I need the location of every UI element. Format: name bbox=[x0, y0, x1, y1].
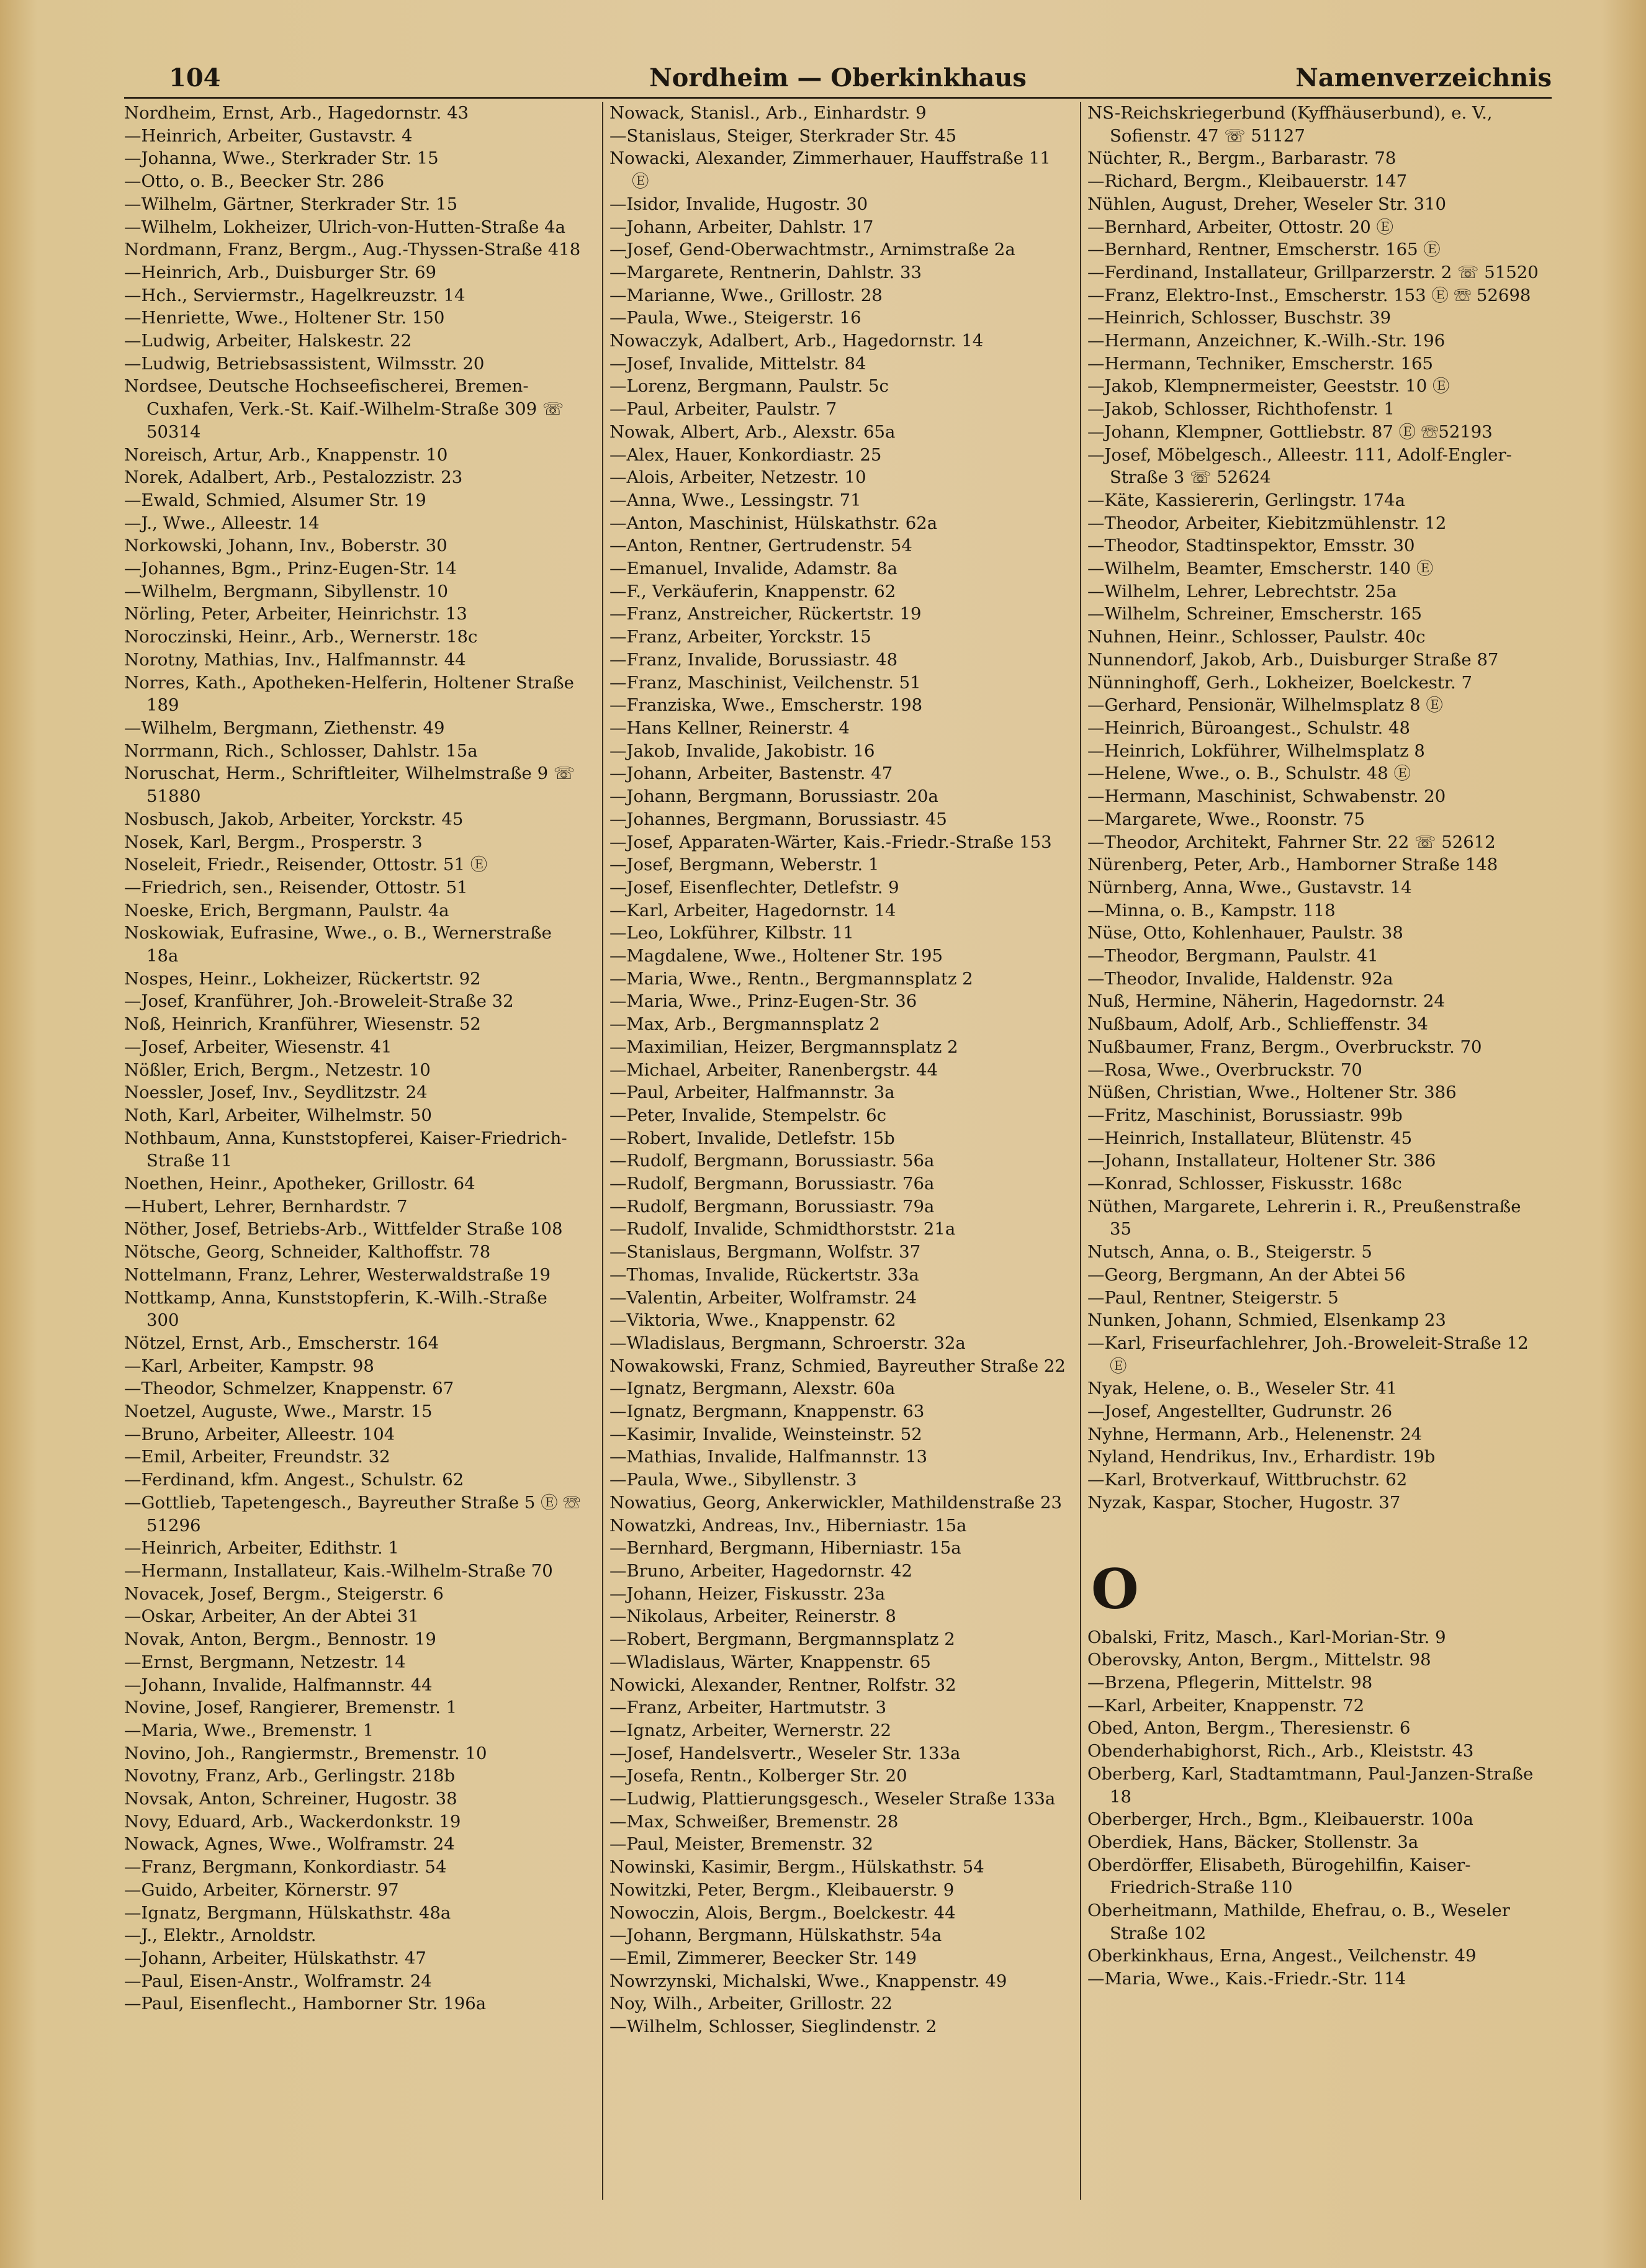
directory-entry: —Josef, Handelsvertr., Weseler Str. 133a bbox=[609, 1743, 961, 1763]
directory-entry: Nötzel, Ernst, Arb., Emscherstr. 164 bbox=[124, 1333, 439, 1353]
directory-entry: —Anton, Rentner, Gertrudenstr. 54 bbox=[609, 536, 912, 556]
directory-entry: Nowakowski, Franz, Schmied, Bayreuther Straße 22 bbox=[609, 1356, 1066, 1376]
directory-entry: Obed, Anton, Bergm., Theresienstr. 6 bbox=[1087, 1718, 1411, 1739]
directory-entry: Novine, Josef, Rangierer, Bremenstr. 1 bbox=[124, 1698, 457, 1718]
directory-entry: —Ludwig, Arbeiter, Halskestr. 22 bbox=[124, 331, 412, 351]
directory-entry: —Anton, Maschinist, Hülskathstr. 62a bbox=[609, 513, 938, 533]
directory-entry: Nyhne, Hermann, Arb., Helenenstr. 24 bbox=[1087, 1424, 1423, 1444]
directory-entry: —Paul, Arbeiter, Paulstr. 7 bbox=[609, 399, 837, 420]
directory-entry: —Josefa, Rentn., Kolberger Str. 20 bbox=[609, 1766, 907, 1786]
directory-entry: —Johann, Arbeiter, Hülskathstr. 47 bbox=[124, 1948, 426, 1968]
directory-entry: —Paula, Wwe., Sibyllenstr. 3 bbox=[609, 1470, 857, 1490]
directory-entry: Oberberg, Karl, Stadtamtmann, Paul-Janzen-Straße 18 bbox=[1087, 1763, 1534, 1807]
directory-entry: —Jakob, Schlosser, Richthofenstr. 1 bbox=[1087, 399, 1395, 420]
directory-entry: Novsak, Anton, Schreiner, Hugostr. 38 bbox=[124, 1789, 457, 1809]
directory-entry: —Emil, Arbeiter, Freundstr. 32 bbox=[124, 1447, 390, 1467]
directory-entry: —Johann, Heizer, Fiskusstr. 23a bbox=[609, 1583, 886, 1604]
directory-entry: —Josef, Möbelgesch., Alleestr. 111, Adolf-Engler-Straße 3 ☏ 52624 bbox=[1087, 444, 1512, 488]
directory-entry: —Mathias, Invalide, Halfmannstr. 13 bbox=[609, 1447, 928, 1467]
directory-entry: Nowrzynski, Michalski, Wwe., Knappenstr. 49 bbox=[609, 1971, 1007, 1991]
directory-entry: —Karl, Friseurfachlehrer, Joh.-Broweleit-Straße 12 Ⓔ bbox=[1087, 1333, 1529, 1376]
directory-entry: Nühlen, August, Dreher, Weseler Str. 310 bbox=[1087, 194, 1446, 214]
directory-entry: Nowacki, Alexander, Zimmerhauer, Hauffstraße 11 Ⓔ bbox=[609, 148, 1051, 192]
directory-entry: —Karl, Arbeiter, Kampstr. 98 bbox=[124, 1356, 374, 1376]
directory-entry: Nordsee, Deutsche Hochseefischerei, Bremen-Cuxhafen, Verk.-St. Kaif.-Wilhelm-Straße 309 ☏ 50314 bbox=[124, 376, 564, 442]
section-name: Namenverzeichnis bbox=[1295, 63, 1552, 92]
directory-entry: —Stanislaus, Steiger, Sterkrader Str. 45 bbox=[609, 125, 957, 146]
directory-entry: NS-Reichskriegerbund (Kyffhäuserbund), e. V., Sofienstr. 47 ☏ 51127 bbox=[1087, 103, 1493, 146]
directory-entry: Nowoczin, Alois, Bergm., Boelckestr. 44 bbox=[609, 1902, 956, 1923]
directory-entry: Nottelmann, Franz, Lehrer, Westerwaldstraße 19 bbox=[124, 1264, 551, 1285]
directory-entry: —Johann, Invalide, Halfmannstr. 44 bbox=[124, 1675, 433, 1695]
directory-entry: —Maria, Wwe., Prinz-Eugen-Str. 36 bbox=[609, 991, 917, 1012]
directory-entry: —Karl, Arbeiter, Knappenstr. 72 bbox=[1087, 1695, 1365, 1716]
directory-entry: —Johann, Klempner, Gottliebstr. 87 Ⓔ ☏52193 bbox=[1087, 421, 1493, 442]
running-head: Nordheim — Oberkinkhaus bbox=[649, 63, 1027, 92]
directory-entry: —Hch., Serviermstr., Hagelkreuzstr. 14 bbox=[124, 285, 465, 305]
directory-entry: Norotny, Mathias, Inv., Halfmannstr. 44 bbox=[124, 649, 466, 670]
directory-entry: Nowatzki, Andreas, Inv., Hiberniastr. 15a bbox=[609, 1515, 967, 1536]
directory-entry: —Guido, Arbeiter, Körnerstr. 97 bbox=[124, 1879, 399, 1900]
directory-entry: —Rudolf, Bergmann, Borussiastr. 76a bbox=[609, 1174, 935, 1194]
directory-entry: —Alex, Hauer, Konkordiastr. 25 bbox=[609, 444, 882, 465]
directory-entry: —Heinrich, Arbeiter, Gustavstr. 4 bbox=[124, 125, 413, 146]
directory-entry: —Maximilian, Heizer, Bergmannsplatz 2 bbox=[609, 1037, 958, 1057]
directory-entry: Oberkinkhaus, Erna, Angest., Veilchenstr. 49 bbox=[1087, 1946, 1477, 1966]
directory-entry: —Ignatz, Bergmann, Alexstr. 60a bbox=[609, 1379, 896, 1399]
directory-entry: Nowack, Agnes, Wwe., Wolframstr. 24 bbox=[124, 1834, 455, 1855]
page-header bbox=[124, 60, 1552, 99]
directory-entry: —Josef, Invalide, Mittelstr. 84 bbox=[609, 353, 866, 374]
directory-entry: —Josef, Apparaten-Wärter, Kais.-Friedr.-Straße 153 bbox=[609, 832, 1052, 852]
directory-entry: —Hermann, Maschinist, Schwabenstr. 20 bbox=[1087, 786, 1446, 807]
directory-entry: —J., Wwe., Alleestr. 14 bbox=[124, 513, 320, 533]
directory-entry: —Wilhelm, Lehrer, Lebrechtstr. 25a bbox=[1087, 581, 1397, 601]
directory-entry: —Paul, Eisen-Anstr., Wolframstr. 24 bbox=[124, 1971, 432, 1991]
directory-entry: —Johannes, Bgm., Prinz-Eugen-Str. 14 bbox=[124, 559, 457, 579]
directory-entry: —Johann, Arbeiter, Dahlstr. 17 bbox=[609, 217, 874, 237]
directory-entry: —Franziska, Wwe., Emscherstr. 198 bbox=[609, 695, 923, 716]
directory-entry: —J., Elektr., Arnoldstr. bbox=[124, 1925, 317, 1946]
directory-entry: Nürenberg, Peter, Arb., Hamborner Straße 148 bbox=[1087, 855, 1498, 875]
directory-entry: —Wilhelm, Beamter, Emscherstr. 140 Ⓔ bbox=[1087, 559, 1434, 579]
directory-entry: Nöther, Josef, Betriebs-Arb., Wittfelder Straße 108 bbox=[124, 1219, 563, 1240]
directory-entry: Norres, Kath., Apotheken-Helferin, Holtener Straße 189 bbox=[124, 672, 574, 716]
directory-entry: Novacek, Josef, Bergm., Steigerstr. 6 bbox=[124, 1583, 444, 1604]
directory-entry: —Käte, Kassiererin, Gerlingstr. 174a bbox=[1087, 490, 1405, 510]
directory-entry: Oberheitmann, Mathilde, Ehefrau, o. B., Weseler Straße 102 bbox=[1087, 1901, 1510, 1943]
directory-entry: —Josef, Kranführer, Joh.-Broweleit-Straße 32 bbox=[124, 991, 514, 1012]
directory-entry: —Ludwig, Plattierungsgesch., Weseler Straße 133a bbox=[609, 1789, 1056, 1809]
directory-entry: Nyzak, Kaspar, Stocher, Hugostr. 37 bbox=[1087, 1492, 1401, 1513]
directory-entry: Nüse, Otto, Kohlenhauer, Paulstr. 38 bbox=[1087, 923, 1403, 943]
directory-entry: —Heinrich, Arbeiter, Edithstr. 1 bbox=[124, 1538, 399, 1559]
directory-entry: —Heinrich, Büroangest., Schulstr. 48 bbox=[1087, 718, 1411, 738]
letter-heading-o: O bbox=[1091, 1556, 1139, 1621]
directory-entry: Noth, Karl, Arbeiter, Wilhelmstr. 50 bbox=[124, 1105, 432, 1125]
directory-entry: Nußbaumer, Franz, Bergm., Overbruckstr. 70 bbox=[1087, 1037, 1482, 1057]
directory-entry: —Emil, Zimmerer, Beecker Str. 149 bbox=[609, 1948, 917, 1968]
directory-entry: —Franz, Maschinist, Veilchenstr. 51 bbox=[609, 672, 921, 693]
directory-entry: —Maria, Wwe., Rentn., Bergmannsplatz 2 bbox=[609, 968, 973, 989]
directory-entry: —Bernhard, Rentner, Emscherstr. 165 Ⓔ bbox=[1087, 240, 1441, 260]
directory-entry: Nowak, Albert, Arb., Alexstr. 65a bbox=[609, 421, 896, 442]
directory-entry: —Max, Schweißer, Bremenstr. 28 bbox=[609, 1811, 899, 1832]
directory-entry: Nyak, Helene, o. B., Weseler Str. 41 bbox=[1087, 1379, 1398, 1399]
directory-entry: —Johann, Arbeiter, Bastenstr. 47 bbox=[609, 763, 893, 784]
directory-entry: —Theodor, Schmelzer, Knappenstr. 67 bbox=[124, 1379, 454, 1399]
directory-entry: —Wilhelm, Bergmann, Sibyllenstr. 10 bbox=[124, 581, 448, 601]
directory-entry: Nößler, Erich, Bergm., Netzestr. 10 bbox=[124, 1060, 431, 1080]
directory-entry: —Johannes, Bergmann, Borussiastr. 45 bbox=[609, 809, 947, 829]
directory-entry: —Rosa, Wwe., Overbruckstr. 70 bbox=[1087, 1060, 1362, 1080]
directory-entry: —Ferdinand, kfm. Angest., Schulstr. 62 bbox=[124, 1470, 464, 1490]
directory-entry: —Viktoria, Wwe., Knappenstr. 62 bbox=[609, 1310, 896, 1331]
directory-entry: —Wilhelm, Gärtner, Sterkrader Str. 15 bbox=[124, 194, 458, 214]
directory-entry: —Fritz, Maschinist, Borussiastr. 99b bbox=[1087, 1105, 1403, 1125]
directory-columns bbox=[124, 102, 1552, 2200]
directory-entry: —Ferdinand, Installateur, Grillparzerstr. 2 ☏ 51520 bbox=[1087, 262, 1539, 282]
directory-entry: Nyland, Hendrikus, Inv., Erhardistr. 19b bbox=[1087, 1447, 1436, 1467]
directory-entry: —Kasimir, Invalide, Weinsteinstr. 52 bbox=[609, 1424, 922, 1444]
directory-entry: —Josef, Angestellter, Gudrunstr. 26 bbox=[1087, 1402, 1393, 1422]
directory-entry: Noessler, Josef, Inv., Seydlitzstr. 24 bbox=[124, 1082, 428, 1103]
directory-entry: —Gerhard, Pensionär, Wilhelmsplatz 8 Ⓔ bbox=[1087, 695, 1443, 716]
directory-entry: —Franz, Bergmann, Konkordiastr. 54 bbox=[124, 1857, 447, 1878]
directory-entry: Noethen, Heinr., Apotheker, Grillostr. 64 bbox=[124, 1174, 475, 1194]
directory-entry: Oberdörffer, Elisabeth, Bürogehilfin, Kaiser-Friedrich-Straße 110 bbox=[1087, 1855, 1471, 1898]
directory-entry: Nüthen, Margarete, Lehrerin i. R., Preußenstraße 35 bbox=[1087, 1196, 1521, 1240]
directory-entry: Obenderhabighorst, Rich., Arb., Kleiststr. 43 bbox=[1087, 1741, 1474, 1762]
directory-entry: —Emanuel, Invalide, Adamstr. 8a bbox=[609, 559, 898, 579]
directory-entry: —Josef, Arbeiter, Wiesenstr. 41 bbox=[124, 1037, 392, 1057]
directory-entry: Nunnendorf, Jakob, Arb., Duisburger Straße 87 bbox=[1087, 649, 1499, 670]
directory-entry: —Nikolaus, Arbeiter, Reinerstr. 8 bbox=[609, 1606, 896, 1627]
directory-entry: Oberberger, Hrch., Bgm., Kleibauerstr. 100a bbox=[1087, 1809, 1473, 1830]
directory-entry: —Marianne, Wwe., Grillostr. 28 bbox=[609, 285, 883, 305]
directory-entry: —Margarete, Wwe., Roonstr. 75 bbox=[1087, 809, 1365, 829]
directory-entry: —Brzena, Pflegerin, Mittelstr. 98 bbox=[1087, 1673, 1373, 1693]
directory-entry: Noroczinski, Heinr., Arb., Wernerstr. 18c bbox=[124, 627, 478, 647]
directory-entry: Nowicki, Alexander, Rentner, Rolfstr. 32 bbox=[609, 1675, 956, 1695]
directory-entry: —Georg, Bergmann, An der Abtei 56 bbox=[1087, 1264, 1406, 1285]
directory-entry: —Richard, Bergm., Kleibauerstr. 147 bbox=[1087, 171, 1408, 192]
directory-entry: —Friedrich, sen., Reisender, Ottostr. 51 bbox=[124, 877, 468, 898]
directory-entry: —F., Verkäuferin, Knappenstr. 62 bbox=[609, 581, 896, 601]
directory-entry: —Ewald, Schmied, Alsumer Str. 19 bbox=[124, 490, 426, 510]
directory-entry: Nowatius, Georg, Ankerwickler, Mathildenstraße 23 bbox=[609, 1492, 1063, 1513]
directory-entry: —Lorenz, Bergmann, Paulstr. 5c bbox=[609, 376, 889, 397]
directory-entry: —Franz, Elektro-Inst., Emscherstr. 153 Ⓔ ☏ 52698 bbox=[1087, 285, 1531, 305]
directory-entry: —Paul, Rentner, Steigerstr. 5 bbox=[1087, 1287, 1339, 1308]
directory-entry: —Gottlieb, Tapetengesch., Bayreuther Straße 5 Ⓔ ☏ 51296 bbox=[124, 1492, 580, 1536]
directory-entry: —Theodor, Bergmann, Paulstr. 41 bbox=[1087, 946, 1378, 966]
directory-entry: —Paul, Meister, Bremenstr. 32 bbox=[609, 1834, 873, 1855]
directory-entry: Nordmann, Franz, Bergm., Aug.-Thyssen-Straße 418 bbox=[124, 240, 581, 260]
directory-entry: —Hermann, Installateur, Kais.-Wilhelm-Straße 70 bbox=[124, 1561, 553, 1581]
directory-entry: —Heinrich, Arb., Duisburger Str. 69 bbox=[124, 262, 437, 282]
directory-entry: Nüßen, Christian, Wwe., Holtener Str. 386 bbox=[1087, 1082, 1457, 1103]
directory-entry: —Theodor, Invalide, Haldenstr. 92a bbox=[1087, 968, 1393, 989]
n-entries bbox=[1087, 102, 1547, 1514]
directory-entry: —Franz, Anstreicher, Rückertstr. 19 bbox=[609, 604, 922, 624]
directory-entry: —Thomas, Invalide, Rückertstr. 33a bbox=[609, 1264, 919, 1285]
directory-entry: Nordheim, Ernst, Arb., Hagedornstr. 43 bbox=[124, 103, 469, 123]
directory-entry: —Bernhard, Arbeiter, Ottostr. 20 Ⓔ bbox=[1087, 217, 1393, 237]
directory-entry: —Robert, Bergmann, Bergmannsplatz 2 bbox=[609, 1629, 955, 1650]
directory-entry: Nospes, Heinr., Lokheizer, Rückertstr. 92 bbox=[124, 968, 481, 989]
directory-entry: Oberovsky, Anton, Bergm., Mittelstr. 98 bbox=[1087, 1650, 1431, 1670]
directory-entry: —Peter, Invalide, Stempelstr. 6c bbox=[609, 1105, 887, 1125]
directory-entry: Novak, Anton, Bergm., Bennostr. 19 bbox=[124, 1629, 436, 1650]
directory-entry: Nünninghoff, Gerh., Lokheizer, Boelckestr. 7 bbox=[1087, 672, 1473, 693]
directory-entry: —Anna, Wwe., Lessingstr. 71 bbox=[609, 490, 861, 510]
column-3 bbox=[1080, 102, 1547, 2200]
directory-entry: —Helene, Wwe., o. B., Schulstr. 48 Ⓔ bbox=[1087, 763, 1411, 784]
directory-entry: —Hermann, Anzeichner, K.-Wilh.-Str. 196 bbox=[1087, 331, 1446, 351]
directory-entry: Noruschat, Herm., Schriftleiter, Wilhelmstraße 9 ☏ 51880 bbox=[124, 763, 575, 807]
directory-entry: —Rudolf, Bergmann, Borussiastr. 56a bbox=[609, 1151, 935, 1171]
directory-entry: —Wilhelm, Schreiner, Emscherstr. 165 bbox=[1087, 604, 1423, 624]
directory-entry: —Heinrich, Schlosser, Buschstr. 39 bbox=[1087, 308, 1392, 328]
directory-entry: Nürnberg, Anna, Wwe., Gustavstr. 14 bbox=[1087, 877, 1412, 898]
directory-entry: —Ludwig, Betriebsassistent, Wilmsstr. 20 bbox=[124, 353, 485, 374]
directory-entry: —Franz, Invalide, Borussiastr. 48 bbox=[609, 649, 898, 670]
directory-entry: —Josef, Eisenflechter, Detlefstr. 9 bbox=[609, 877, 899, 898]
page-number: 104 bbox=[169, 63, 221, 92]
directory-entry: Norkowski, Johann, Inv., Boberstr. 30 bbox=[124, 536, 447, 556]
directory-entry: Obalski, Fritz, Masch., Karl-Morian-Str. 9 bbox=[1087, 1627, 1446, 1647]
directory-entry: —Wilhelm, Lokheizer, Ulrich-von-Hutten-Straße 4a bbox=[124, 217, 566, 237]
directory-entry: —Johann, Bergmann, Borussiastr. 20a bbox=[609, 786, 938, 807]
directory-entry: Novino, Joh., Rangiermstr., Bremenstr. 10 bbox=[124, 1743, 487, 1763]
directory-entry: —Minna, o. B., Kampstr. 118 bbox=[1087, 900, 1336, 920]
directory-entry: Noß, Heinrich, Kranführer, Wiesenstr. 52 bbox=[124, 1014, 481, 1035]
directory-entry: —Leo, Lokführer, Kilbstr. 11 bbox=[609, 923, 854, 943]
directory-entry: Norek, Adalbert, Arb., Pestalozzistr. 23 bbox=[124, 467, 463, 488]
directory-entry: —Ignatz, Bergmann, Hülskathstr. 48a bbox=[124, 1902, 451, 1923]
directory-entry: Nothbaum, Anna, Kunststopferei, Kaiser-Friedrich-Straße 11 bbox=[124, 1128, 567, 1171]
directory-entry: —Magdalene, Wwe., Holtener Str. 195 bbox=[609, 946, 943, 966]
directory-entry: —Michael, Arbeiter, Ranenbergstr. 44 bbox=[609, 1060, 938, 1080]
directory-entry: Nötsche, Georg, Schneider, Kalthoffstr. 78 bbox=[124, 1242, 491, 1262]
directory-entry: Nutsch, Anna, o. B., Steigerstr. 5 bbox=[1087, 1242, 1372, 1262]
directory-entry: —Josef, Bergmann, Weberstr. 1 bbox=[609, 855, 879, 875]
directory-entry: —Ernst, Bergmann, Netzestr. 14 bbox=[124, 1652, 406, 1672]
directory-entry: Noetzel, Auguste, Wwe., Marstr. 15 bbox=[124, 1402, 433, 1422]
directory-entry: —Ignatz, Bergmann, Knappenstr. 63 bbox=[609, 1402, 925, 1422]
directory-entry: Nunken, Johann, Schmied, Elsenkamp 23 bbox=[1087, 1310, 1446, 1331]
directory-entry: —Johanna, Wwe., Sterkrader Str. 15 bbox=[124, 148, 439, 169]
directory-entry: —Rudolf, Invalide, Schmidthorststr. 21a bbox=[609, 1219, 956, 1240]
directory-entry: —Wladislaus, Bergmann, Schroerstr. 32a bbox=[609, 1333, 966, 1353]
directory-entry: Nuß, Hermine, Näherin, Hagedornstr. 24 bbox=[1087, 991, 1445, 1012]
directory-entry: —Theodor, Stadtinspektor, Emsstr. 30 bbox=[1087, 536, 1415, 556]
directory-entry: Noy, Wilh., Arbeiter, Grillostr. 22 bbox=[609, 1994, 893, 2014]
directory-entry: —Wilhelm, Bergmann, Ziethenstr. 49 bbox=[124, 718, 445, 738]
directory-entry: —Hans Kellner, Reinerstr. 4 bbox=[609, 718, 850, 738]
directory-entry: Nowinski, Kasimir, Bergm., Hülskathstr. 54 bbox=[609, 1857, 984, 1878]
directory-entry: —Franz, Arbeiter, Yorckstr. 15 bbox=[609, 627, 871, 647]
directory-entry: Noseleit, Friedr., Reisender, Ottostr. 51 Ⓔ bbox=[124, 855, 488, 875]
directory-entry: —Hermann, Techniker, Emscherstr. 165 bbox=[1087, 353, 1433, 374]
directory-entry: —Oskar, Arbeiter, An der Abtei 31 bbox=[124, 1606, 419, 1627]
directory-entry: —Maria, Wwe., Kais.-Friedr.-Str. 114 bbox=[1087, 1969, 1406, 1989]
directory-entry: —Margarete, Rentnerin, Dahlstr. 33 bbox=[609, 262, 922, 282]
directory-entry: —Theodor, Architekt, Fahrner Str. 22 ☏ 52612 bbox=[1087, 832, 1496, 852]
directory-entry: —Johann, Installateur, Holtener Str. 386 bbox=[1087, 1151, 1436, 1171]
directory-entry: —Alois, Arbeiter, Netzestr. 10 bbox=[609, 467, 866, 488]
directory-entry: —Theodor, Arbeiter, Kiebitzmühlenstr. 12 bbox=[1087, 513, 1447, 533]
directory-entry: Nowitzki, Peter, Bergm., Kleibauerstr. 9 bbox=[609, 1879, 955, 1900]
directory-entry: —Jakob, Klempnermeister, Geeststr. 10 Ⓔ bbox=[1087, 376, 1450, 397]
directory-entry: —Max, Arb., Bergmannsplatz 2 bbox=[609, 1014, 880, 1035]
directory-entry: Noreisch, Artur, Arb., Knappenstr. 10 bbox=[124, 444, 448, 465]
o-entries bbox=[1087, 1626, 1547, 1991]
directory-entry: —Heinrich, Installateur, Blütenstr. 45 bbox=[1087, 1128, 1413, 1148]
directory-entry: Nottkamp, Anna, Kunststopferin, K.-Wilh.-Straße 300 bbox=[124, 1287, 547, 1331]
directory-entry: —Otto, o. B., Beecker Str. 286 bbox=[124, 171, 385, 192]
directory-entry: —Wladislaus, Wärter, Knappenstr. 65 bbox=[609, 1652, 931, 1672]
directory-entry: Nußbaum, Adolf, Arb., Schlieffenstr. 34 bbox=[1087, 1014, 1428, 1035]
directory-entry: Novotny, Franz, Arb., Gerlingstr. 218b bbox=[124, 1766, 456, 1786]
column-2 bbox=[602, 102, 1069, 2200]
column-1 bbox=[124, 102, 583, 2200]
directory-entry: —Karl, Brotverkauf, Wittbruchstr. 62 bbox=[1087, 1470, 1408, 1490]
directory-entry: —Konrad, Schlosser, Fiskusstr. 168c bbox=[1087, 1174, 1402, 1194]
directory-entry: —Henriette, Wwe., Holtener Str. 150 bbox=[124, 308, 445, 328]
directory-entry: Oberdiek, Hans, Bäcker, Stollenstr. 3a bbox=[1087, 1832, 1419, 1852]
directory-entry: —Wilhelm, Schlosser, Sieglindenstr. 2 bbox=[609, 2017, 937, 2037]
directory-entry: Nowack, Stanisl., Arb., Einhardstr. 9 bbox=[609, 103, 927, 123]
directory-entry: Nuhnen, Heinr., Schlosser, Paulstr. 40c bbox=[1087, 627, 1426, 647]
directory-entry: —Heinrich, Lokführer, Wilhelmsplatz 8 bbox=[1087, 740, 1425, 761]
directory-entry: —Paul, Eisenflecht., Hamborner Str. 196a bbox=[124, 1994, 487, 2014]
directory-entry: Nosbusch, Jakob, Arbeiter, Yorckstr. 45 bbox=[124, 809, 464, 829]
directory-entry: Nosek, Karl, Bergm., Prosperstr. 3 bbox=[124, 832, 423, 852]
directory-entry: —Stanislaus, Bergmann, Wolfstr. 37 bbox=[609, 1242, 921, 1262]
directory-entry: —Franz, Arbeiter, Hartmutstr. 3 bbox=[609, 1698, 887, 1718]
directory-entry: —Hubert, Lehrer, Bernhardstr. 7 bbox=[124, 1196, 408, 1217]
directory-entry: Norrmann, Rich., Schlosser, Dahlstr. 15a bbox=[124, 740, 478, 761]
directory-entry: Novy, Eduard, Arb., Wackerdonkstr. 19 bbox=[124, 1811, 461, 1832]
directory-entry: —Jakob, Invalide, Jakobistr. 16 bbox=[609, 740, 875, 761]
directory-entry: Nüchter, R., Bergm., Barbarastr. 78 bbox=[1087, 148, 1396, 169]
directory-entry: —Bruno, Arbeiter, Alleestr. 104 bbox=[124, 1424, 395, 1444]
directory-entry: —Josef, Gend-Oberwachtmstr., Arnimstraße 2a bbox=[609, 240, 1015, 260]
directory-entry: —Paula, Wwe., Steigerstr. 16 bbox=[609, 308, 861, 328]
directory-entry: —Bernhard, Bergmann, Hiberniastr. 15a bbox=[609, 1538, 961, 1559]
directory-entry: —Bruno, Arbeiter, Hagedornstr. 42 bbox=[609, 1561, 912, 1581]
directory-entry: —Johann, Bergmann, Hülskathstr. 54a bbox=[609, 1925, 942, 1946]
directory-entry: —Karl, Arbeiter, Hagedornstr. 14 bbox=[609, 900, 896, 920]
directory-entry: —Paul, Arbeiter, Halfmannstr. 3a bbox=[609, 1082, 895, 1103]
directory-entry: —Robert, Invalide, Detlefstr. 15b bbox=[609, 1128, 895, 1148]
directory-entry: —Maria, Wwe., Bremenstr. 1 bbox=[124, 1720, 374, 1740]
directory-entry: Nörling, Peter, Arbeiter, Heinrichstr. 13 bbox=[124, 604, 467, 624]
directory-entry: —Isidor, Invalide, Hugostr. 30 bbox=[609, 194, 868, 214]
directory-entry: —Valentin, Arbeiter, Wolframstr. 24 bbox=[609, 1287, 917, 1308]
directory-entry: Nowaczyk, Adalbert, Arb., Hagedornstr. 14 bbox=[609, 331, 984, 351]
directory-entry: —Rudolf, Bergmann, Borussiastr. 79a bbox=[609, 1196, 935, 1217]
directory-entry: —Ignatz, Arbeiter, Wernerstr. 22 bbox=[609, 1720, 892, 1740]
directory-entry: Noskowiak, Eufrasine, Wwe., o. B., Wernerstraße 18a bbox=[124, 923, 552, 966]
directory-entry: Noeske, Erich, Bergmann, Paulstr. 4a bbox=[124, 900, 449, 920]
